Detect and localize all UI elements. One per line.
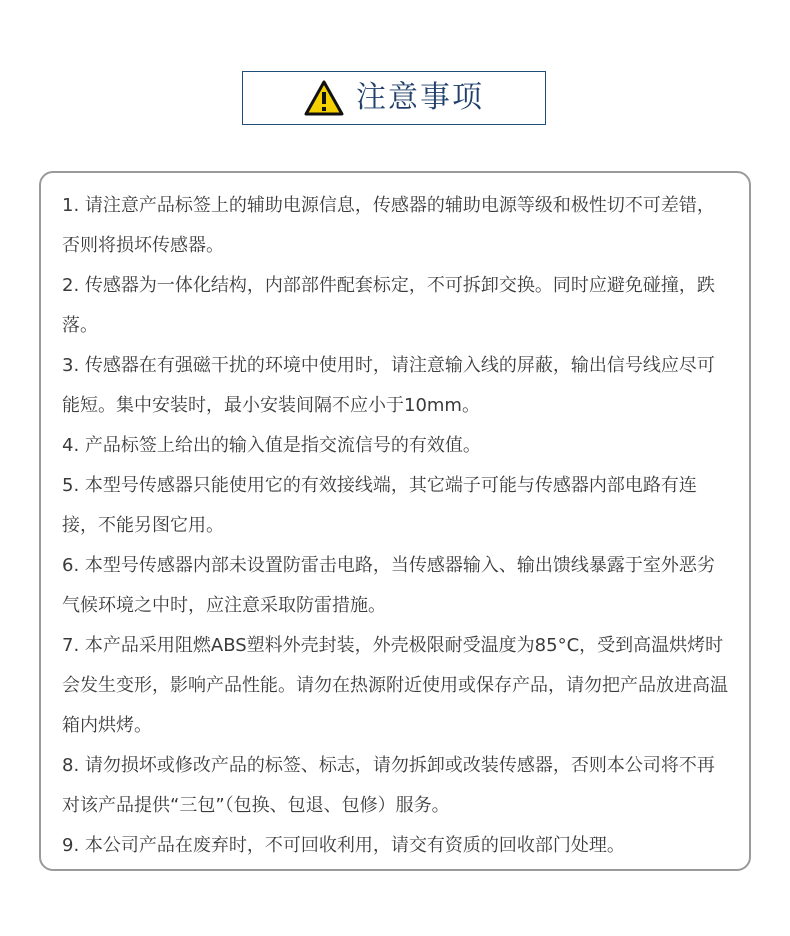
- notice-item-3: 3. 传感器在有强磁干扰的环境中使用时，请注意输入线的屏蔽，输出信号线应尽可能短。集中安装时，最小安装间隔不应小于10mm。: [62, 355, 715, 416]
- notice-item-2: 2. 传感器为一体化结构，内部部件配套标定，不可拆卸交换。同时应避免碰撞，跌落。: [62, 275, 715, 336]
- notice-item-4: 4. 产品标签上给出的输入值是指交流信号的有效值。: [62, 435, 481, 456]
- notice-item-8: 8. 请勿损坏或修改产品的标签、标志，请勿拆卸或改装传感器，否则本公司将不再对该产品提供“三包”（包换、包退、包修）服务。: [62, 755, 715, 816]
- notice-title-box: [242, 71, 546, 125]
- warning-triangle-icon: [304, 80, 344, 116]
- notice-box: [39, 171, 751, 871]
- notice-item-9: 9. 本公司产品在废弃时，不可回收利用，请交有资质的回收部门处理。: [62, 835, 625, 856]
- notice-item-1: 1. 请注意产品标签上的辅助电源信息，传感器的辅助电源等级和极性切不可差错，否则将损坏传感器。: [62, 195, 715, 256]
- notice-list: [62, 186, 729, 866]
- notice-item-5: 5. 本型号传感器只能使用它的有效接线端，其它端子可能与传感器内部电路有连接，不能另图它用。: [62, 475, 697, 536]
- notice-item-6: 6. 本型号传感器内部未设置防雷击电路，当传感器输入、输出馈线暴露于室外恶劣气候环境之中时，应注意采取防雷措施。: [62, 555, 715, 616]
- page-title: 注意事项: [356, 80, 484, 115]
- notice-item-7: 7. 本产品采用阻燃ABS塑料外壳封装，外壳极限耐受温度为85°C，受到高温烘烤时会发生变形，影响产品性能。请勿在热源附近使用或保存产品，请勿把产品放进高温箱内烘烤。: [62, 635, 728, 736]
